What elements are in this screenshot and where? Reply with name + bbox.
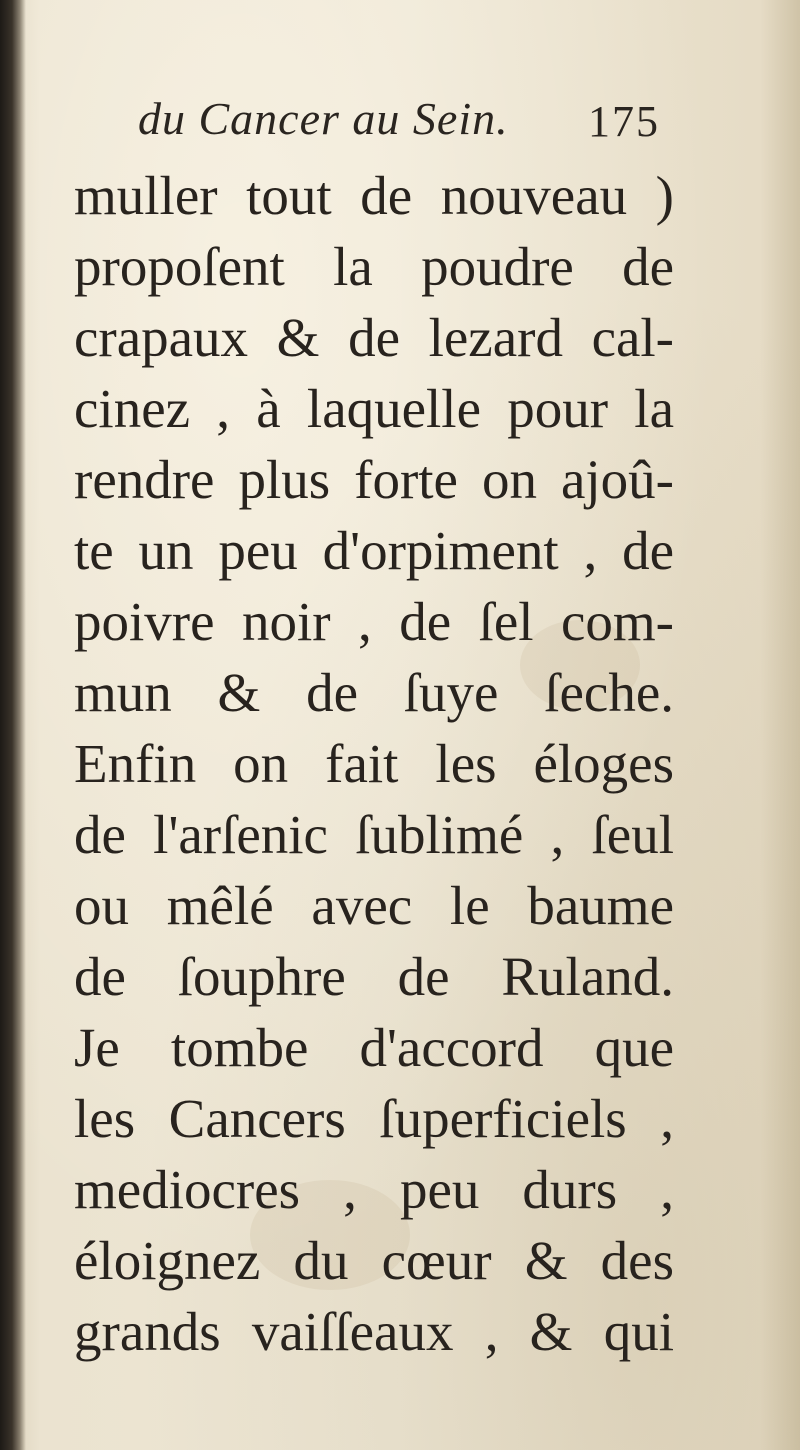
running-head-title: du Cancer au Sein. (138, 93, 509, 144)
text-line: propoſent la poudre de (74, 236, 674, 297)
text-line: cinez , à laquelle pour la (74, 378, 674, 439)
text-line: mun & de ſuye ſeche. (74, 662, 674, 723)
text-line: Enfin on fait les éloges (74, 733, 674, 794)
text-line: de l'arſenic ſublimé , ſeul (74, 804, 674, 865)
text-line: muller tout de nouveau ) (74, 165, 674, 226)
text-line: de ſouphre de Ruland. (74, 946, 674, 1007)
text-line: crapaux & de lezard cal- (74, 307, 674, 368)
body-text (74, 160, 674, 1367)
text-line: éloignez du cœur & des (74, 1230, 674, 1291)
text-line: rendre plus forte on ajoû- (74, 449, 674, 510)
page-number: 175 (588, 97, 660, 146)
text-line: te un peu d'orpiment , de (74, 520, 674, 581)
text-line: grands vaiſſeaux , & qui (74, 1301, 674, 1362)
text-line: les Cancers ſuperficiels , (74, 1088, 674, 1149)
running-head (100, 92, 660, 152)
text-line: Je tombe d'accord que (74, 1017, 674, 1078)
binding-edge (0, 0, 26, 1450)
text-line: mediocres , peu durs , (74, 1159, 674, 1220)
text-line: poivre noir , de ſel com- (74, 591, 674, 652)
text-line: ou mêlé avec le baume (74, 875, 674, 936)
